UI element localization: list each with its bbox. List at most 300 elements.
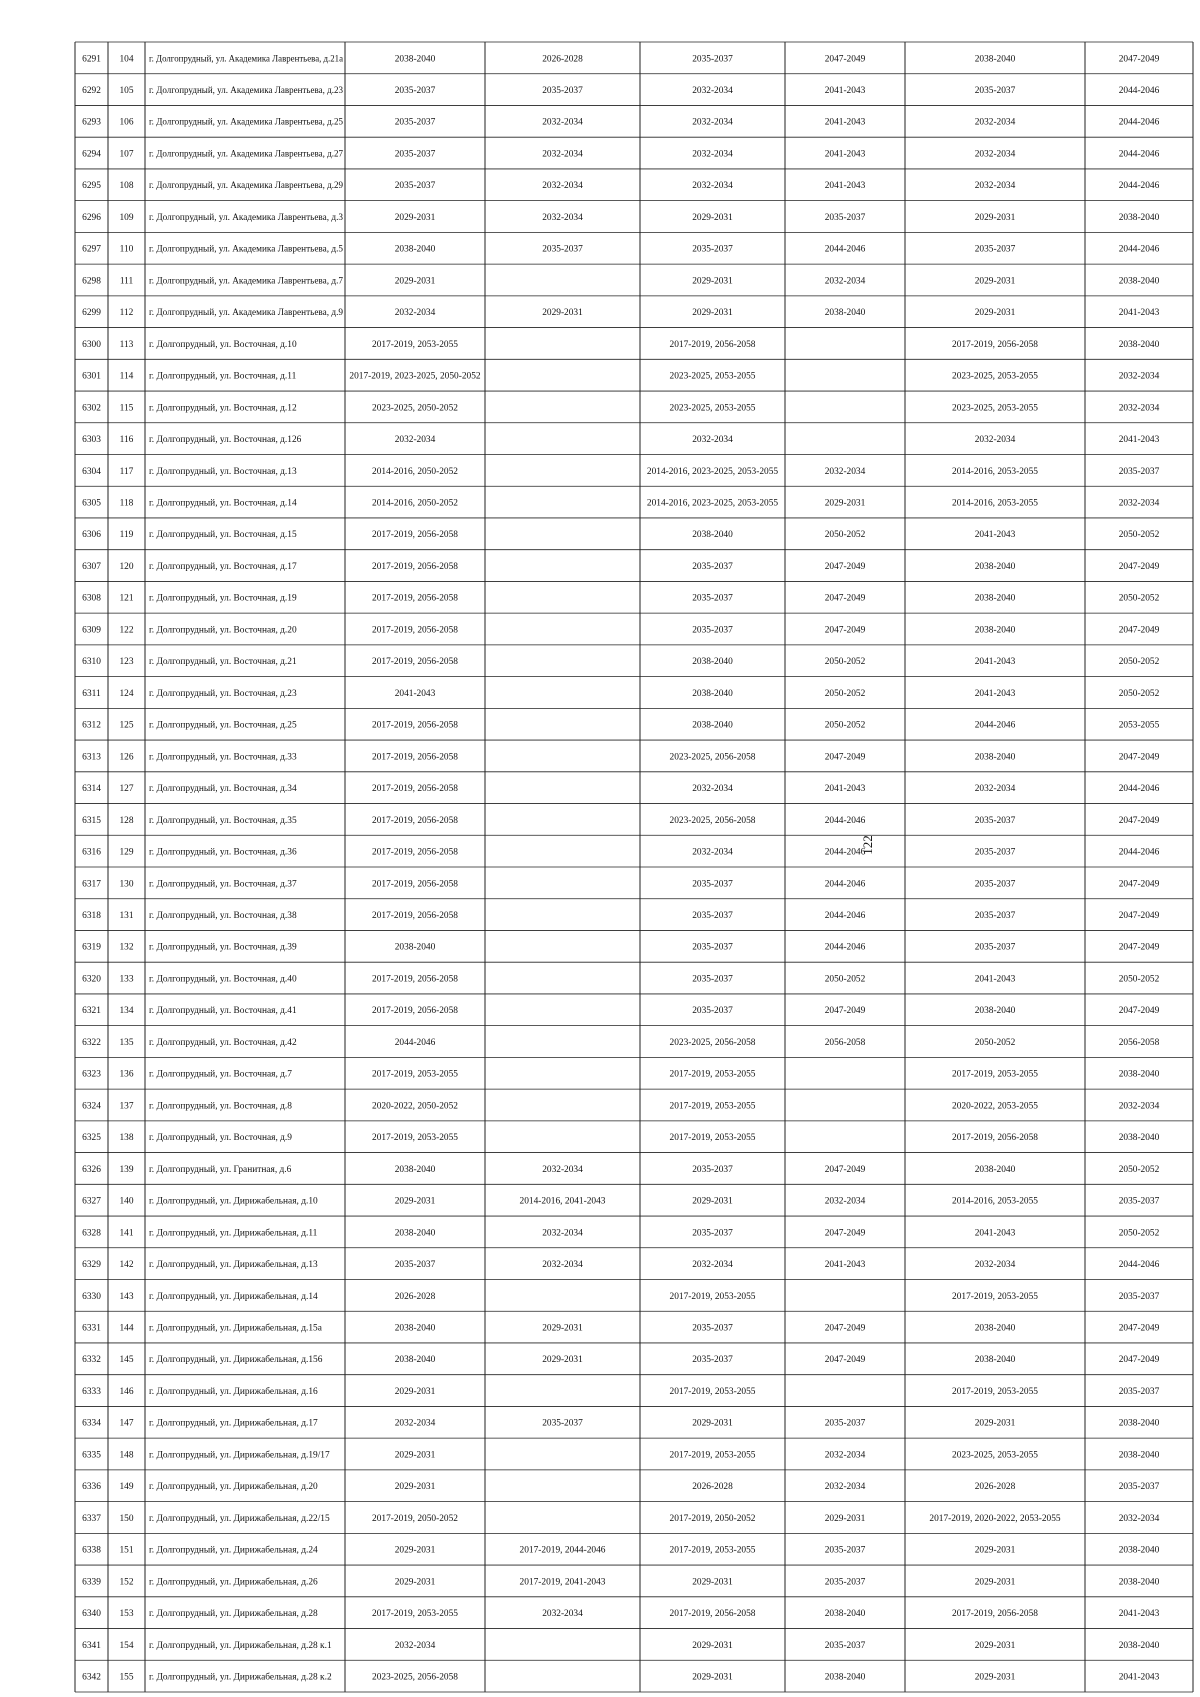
- cell-n: 122: [119, 625, 134, 636]
- cell-c3: 2029-2031: [692, 1577, 733, 1588]
- cell-c2: 2032-2034: [542, 1260, 583, 1270]
- cell-addr: г. Долгопрудный, ул. Академика Лаврентьева, д.21а: [149, 54, 355, 65]
- cell-addr: г. Долгопрудный, ул. Восточная, д.25: [149, 720, 297, 731]
- cell-c3: 2032-2034: [692, 847, 733, 858]
- cell-addr: г. Долгопрудный, ул. Восточная, д.12: [149, 403, 297, 414]
- cell-c4: 2035-2037: [824, 1545, 866, 1556]
- cell-c5: 2029-2031: [974, 308, 1016, 319]
- cell-c6: 2035-2037: [1118, 1482, 1160, 1493]
- cell-addr: г. Долгопрудный, ул. Восточная, д.39: [149, 942, 297, 953]
- cell-c6: 2044-2046: [1118, 86, 1160, 96]
- cell-c3: 2026-2028: [692, 1482, 733, 1493]
- cell-n: 142: [119, 1260, 134, 1270]
- cell-c6: 2050-2052: [1118, 688, 1160, 699]
- cell-c1: 2041-2043: [394, 688, 436, 699]
- cell-c4: 2047-2049: [824, 54, 866, 65]
- cell-c6: 2050-2052: [1118, 530, 1160, 541]
- cell-addr: г. Долгопрудный, ул. Академика Лаврентьева, д.29: [149, 181, 351, 192]
- cell-c1: 2017-2019, 2053-2055: [372, 1133, 458, 1144]
- cell-n: 104: [119, 54, 134, 65]
- cell-n: 135: [119, 1037, 134, 1048]
- cell-addr: г. Долгопрудный, ул. Дирижабельная, д.28 к.1: [149, 1640, 332, 1651]
- cell-n: 136: [119, 1069, 134, 1080]
- cell-c1: 2035-2037: [394, 117, 436, 128]
- cell-addr: г. Долгопрудный, ул. Восточная, д.42: [149, 1037, 297, 1048]
- cell-c4: 2032-2034: [824, 1450, 866, 1461]
- cell-c6: 2047-2049: [1118, 815, 1160, 826]
- cell-c6: 2056-2058: [1118, 1037, 1160, 1048]
- cell-c6: 2041-2043: [1118, 1672, 1160, 1683]
- cell-row: 6339: [82, 1577, 101, 1588]
- cell-c1: 2038-2040: [394, 1355, 436, 1366]
- cell-c6: 2038-2040: [1118, 1577, 1160, 1588]
- cell-addr: г. Долгопрудный, ул. Восточная, д.10: [149, 339, 297, 350]
- cell-c5: 2029-2031: [974, 1577, 1016, 1588]
- cell-c1: 2038-2040: [394, 1164, 436, 1175]
- cell-c1: 2017-2019, 2053-2055: [372, 1609, 458, 1620]
- cell-c3: 2029-2031: [692, 1640, 733, 1651]
- cell-c5: 2017-2019, 2053-2055: [952, 1069, 1038, 1080]
- cell-c5: 2044-2046: [974, 720, 1016, 731]
- cell-c4: 2038-2040: [824, 1609, 866, 1620]
- cell-row: 6338: [82, 1545, 101, 1556]
- cell-c4: 2032-2034: [824, 1482, 866, 1493]
- cell-row: 6318: [82, 911, 101, 921]
- cell-n: 139: [119, 1164, 134, 1175]
- cell-c1: 2029-2031: [394, 1450, 436, 1461]
- cell-c5: 2035-2037: [974, 815, 1016, 826]
- cell-addr: г. Долгопрудный, ул. Академика Лаврентьева, д.7: [149, 276, 346, 287]
- cell-addr: г. Долгопрудный, ул. Академика Лаврентьева, д.5: [149, 244, 346, 255]
- cell-c4: 2029-2031: [824, 1513, 866, 1524]
- cell-c4: 2041-2043: [824, 117, 866, 128]
- cell-addr: г. Долгопрудный, ул. Дирижабельная, д.14: [149, 1291, 318, 1302]
- cell-c6: 2038-2040: [1118, 1069, 1160, 1080]
- cell-c4: 2047-2049: [824, 1323, 866, 1334]
- cell-c6: 2047-2049: [1118, 54, 1160, 65]
- cell-addr: г. Долгопрудный, ул. Дирижабельная, д.28 к.2: [149, 1672, 332, 1683]
- cell-c2: 2035-2037: [542, 86, 583, 96]
- cell-addr: г. Долгопрудный, ул. Восточная, д.37: [149, 879, 297, 890]
- cell-c5: 2023-2025, 2053-2055: [952, 1450, 1038, 1461]
- cell-c4: 2035-2037: [824, 1418, 866, 1429]
- cell-c5: 2029-2031: [974, 276, 1016, 287]
- cell-c1: 2038-2040: [394, 1323, 436, 1334]
- cell-n: 112: [119, 308, 134, 319]
- cell-row: 6342: [82, 1672, 101, 1683]
- cell-addr: г. Долгопрудный, ул. Восточная, д.41: [149, 1006, 297, 1017]
- cell-c5: 2017-2019, 2056-2058: [952, 1609, 1038, 1620]
- cell-c5: 2023-2025, 2053-2055: [952, 403, 1038, 414]
- cell-c4: 2044-2046: [824, 879, 866, 890]
- cell-c5: 2041-2043: [974, 974, 1016, 985]
- table-grid: [75, 42, 1193, 1692]
- cell-c3: 2032-2034: [692, 149, 733, 160]
- cell-c4: 2050-2052: [824, 688, 866, 699]
- cell-c5: 2038-2040: [974, 593, 1016, 604]
- cell-n: 125: [119, 720, 134, 731]
- cell-c4: 2044-2046: [824, 244, 866, 255]
- cell-row: 6291: [82, 54, 101, 65]
- cell-addr: г. Долгопрудный, ул. Восточная, д.20: [149, 625, 297, 636]
- cell-row: 6294: [82, 149, 101, 160]
- cell-addr: г. Долгопрудный, ул. Восточная, д.23: [149, 688, 297, 699]
- cell-n: 133: [119, 974, 134, 985]
- cell-c4: 2041-2043: [824, 149, 866, 160]
- cell-c2: 2032-2034: [542, 1164, 583, 1175]
- cell-c4: 2035-2037: [824, 1640, 866, 1651]
- cell-row: 6327: [82, 1196, 101, 1207]
- cell-c5: 2026-2028: [974, 1482, 1016, 1493]
- cell-addr: г. Долгопрудный, ул. Восточная, д.19: [149, 593, 297, 604]
- cell-addr: г. Долгопрудный, ул. Дирижабельная, д.16: [149, 1387, 318, 1397]
- cell-row: 6296: [82, 212, 101, 223]
- cell-c3: 2029-2031: [692, 212, 733, 223]
- cell-c3: 2017-2019, 2053-2055: [669, 1545, 756, 1556]
- cell-c1: 2029-2031: [394, 1482, 436, 1493]
- cell-addr: г. Долгопрудный, ул. Восточная, д.13: [149, 466, 297, 477]
- cell-c1: 2017-2019, 2053-2055: [372, 1069, 458, 1080]
- cell-c4: 2044-2046: [824, 911, 866, 921]
- cell-c4: 2047-2049: [824, 562, 866, 572]
- cell-c3: 2029-2031: [692, 1418, 733, 1429]
- cell-c6: 2032-2034: [1118, 498, 1160, 509]
- cell-c1: 2017-2019, 2053-2055: [372, 339, 458, 350]
- cell-c3: 2038-2040: [692, 657, 733, 668]
- cell-c3: 2017-2019, 2056-2058: [669, 339, 756, 350]
- cell-addr: г. Долгопрудный, ул. Академика Лаврентьева, д.9: [149, 308, 346, 319]
- cell-row: 6322: [82, 1037, 101, 1048]
- cell-c5: 2014-2016, 2053-2055: [952, 498, 1038, 509]
- cell-c4: 2056-2058: [824, 1037, 866, 1048]
- cell-row: 6337: [82, 1513, 101, 1524]
- cell-n: 155: [119, 1672, 134, 1683]
- cell-n: 140: [119, 1196, 134, 1207]
- cell-n: 130: [119, 879, 134, 890]
- cell-addr: г. Долгопрудный, ул. Восточная, д.17: [149, 562, 297, 572]
- cell-c5: 2038-2040: [974, 1355, 1016, 1366]
- cell-c6: 2044-2046: [1118, 117, 1160, 128]
- cell-c1: 2029-2031: [394, 1577, 436, 1588]
- cell-row: 6309: [82, 625, 101, 636]
- cell-c3: 2017-2019, 2053-2055: [669, 1291, 756, 1302]
- cell-row: 6325: [82, 1133, 101, 1144]
- cell-c1: 2017-2019, 2056-2058: [372, 847, 458, 858]
- cell-c1: 2017-2019, 2056-2058: [372, 593, 458, 604]
- cell-c1: 2017-2019, 2056-2058: [372, 752, 458, 763]
- cell-c3: 2023-2025, 2053-2055: [669, 403, 756, 414]
- cell-c2: 2032-2034: [542, 1609, 583, 1620]
- cell-c5: 2017-2019, 2056-2058: [952, 1133, 1038, 1144]
- cell-c3: 2014-2016, 2023-2025, 2053-2055: [646, 498, 779, 509]
- cell-n: 106: [119, 117, 134, 128]
- cell-c5: 2029-2031: [974, 1672, 1016, 1683]
- cell-c1: 2026-2028: [394, 1291, 436, 1302]
- cell-n: 128: [119, 815, 134, 826]
- cell-c6: 2050-2052: [1118, 657, 1160, 668]
- cell-row: 6297: [82, 244, 101, 255]
- cell-c5: 2017-2019, 2020-2022, 2053-2055: [929, 1513, 1061, 1524]
- cell-c5: 2035-2037: [974, 911, 1016, 921]
- cell-c1: 2017-2019, 2056-2058: [372, 720, 458, 731]
- cell-c3: 2023-2025, 2053-2055: [669, 371, 756, 382]
- cell-c3: 2014-2016, 2023-2025, 2053-2055: [646, 466, 779, 477]
- cell-n: 134: [119, 1006, 134, 1017]
- cell-addr: г. Долгопрудный, ул. Дирижабельная, д.20: [149, 1482, 318, 1493]
- cell-c4: 2047-2049: [824, 1006, 866, 1017]
- cell-c6: 2041-2043: [1118, 308, 1160, 319]
- cell-c1: 2029-2031: [394, 212, 436, 223]
- cell-c6: 2038-2040: [1118, 212, 1160, 223]
- cell-c5: 2035-2037: [974, 86, 1016, 96]
- cell-row: 6310: [82, 657, 101, 668]
- cell-c1: 2023-2025, 2050-2052: [372, 403, 458, 414]
- cell-c6: 2047-2049: [1118, 879, 1160, 890]
- cell-c2: 2035-2037: [542, 1418, 583, 1429]
- cell-n: 143: [119, 1291, 134, 1302]
- cell-c1: 2032-2034: [394, 1418, 436, 1429]
- cell-c5: 2038-2040: [974, 1164, 1016, 1175]
- cell-c3: 2035-2037: [692, 1164, 733, 1175]
- cell-c2: 2032-2034: [542, 117, 583, 128]
- cell-c4: 2050-2052: [824, 974, 866, 985]
- cell-c5: 2032-2034: [974, 117, 1016, 128]
- cell-row: 6326: [82, 1164, 101, 1175]
- cell-c6: 2035-2037: [1118, 1291, 1160, 1302]
- cell-row: 6329: [82, 1260, 101, 1270]
- cell-n: 146: [119, 1387, 134, 1397]
- cell-row: 6298: [82, 276, 101, 287]
- cell-c3: 2035-2037: [692, 562, 733, 572]
- cell-c6: 2038-2040: [1118, 1640, 1160, 1651]
- cell-c3: 2017-2019, 2053-2055: [669, 1450, 756, 1461]
- cell-row: 6307: [82, 562, 101, 572]
- cell-addr: г. Долгопрудный, ул. Восточная, д.33: [149, 752, 297, 763]
- cell-c6: 2038-2040: [1118, 276, 1160, 287]
- cell-addr: г. Долгопрудный, ул. Дирижабельная, д.156: [149, 1355, 323, 1366]
- cell-n: 127: [119, 784, 134, 795]
- cell-addr: г. Долгопрудный, ул. Восточная, д.36: [149, 847, 297, 858]
- cell-c3: 2035-2037: [692, 974, 733, 985]
- cell-row: 6306: [82, 530, 101, 541]
- cell-c3: 2038-2040: [692, 530, 733, 541]
- cell-c1: 2032-2034: [394, 435, 436, 445]
- cell-c5: 2041-2043: [974, 657, 1016, 668]
- cell-c4: 2029-2031: [824, 498, 866, 509]
- cell-c5: 2035-2037: [974, 847, 1016, 858]
- cell-c6: 2047-2049: [1118, 1006, 1160, 1017]
- cell-c6: 2047-2049: [1118, 942, 1160, 953]
- cell-c6: 2038-2040: [1118, 1418, 1160, 1429]
- cell-c4: 2041-2043: [824, 181, 866, 192]
- cell-c5: 2041-2043: [974, 530, 1016, 541]
- cell-addr: г. Долгопрудный, ул. Дирижабельная, д.22/15: [149, 1513, 330, 1524]
- cell-c6: 2050-2052: [1118, 593, 1160, 604]
- cell-c3: 2017-2019, 2056-2058: [669, 1609, 756, 1620]
- cell-n: 129: [119, 847, 134, 858]
- cell-c3: 2029-2031: [692, 1196, 733, 1207]
- cell-c1: 2035-2037: [394, 181, 436, 192]
- cell-c3: 2032-2034: [692, 1260, 733, 1270]
- cell-addr: г. Долгопрудный, ул. Дирижабельная, д.19/17: [149, 1450, 330, 1461]
- cell-row: 6311: [82, 688, 101, 699]
- cell-c6: 2050-2052: [1118, 974, 1160, 985]
- cell-row: 6304: [82, 466, 101, 477]
- cell-c1: 2017-2019, 2056-2058: [372, 974, 458, 985]
- cell-c3: 2023-2025, 2056-2058: [669, 752, 756, 763]
- cell-n: 151: [119, 1545, 134, 1556]
- cell-n: 149: [119, 1482, 134, 1493]
- cell-c6: 2038-2040: [1118, 1450, 1160, 1461]
- cell-row: 6305: [82, 498, 101, 509]
- cell-c6: 2047-2049: [1118, 1355, 1160, 1366]
- cell-c6: 2050-2052: [1118, 1228, 1160, 1239]
- cell-c5: 2032-2034: [974, 149, 1016, 160]
- cell-c4: 2047-2049: [824, 593, 866, 604]
- cell-c5: 2029-2031: [974, 1545, 1016, 1556]
- cell-c3: 2017-2019, 2053-2055: [669, 1133, 756, 1144]
- cell-n: 144: [119, 1323, 134, 1334]
- cell-n: 150: [119, 1513, 134, 1524]
- cell-c5: 2017-2019, 2053-2055: [952, 1387, 1038, 1397]
- cell-c3: 2017-2019, 2050-2052: [669, 1513, 756, 1524]
- cell-c5: 2023-2025, 2053-2055: [952, 371, 1038, 382]
- cell-c5: 2038-2040: [974, 54, 1016, 65]
- cell-row: 6335: [82, 1450, 101, 1461]
- cell-row: 6336: [82, 1482, 101, 1493]
- cell-c5: 2017-2019, 2053-2055: [952, 1291, 1038, 1302]
- cell-c1: 2017-2019, 2050-2052: [372, 1513, 458, 1524]
- cell-addr: г. Долгопрудный, ул. Восточная, д.35: [149, 815, 297, 826]
- cell-n: 126: [119, 752, 134, 763]
- cell-c3: 2029-2031: [692, 276, 733, 287]
- cell-n: 131: [119, 911, 134, 921]
- cell-c4: 2047-2049: [824, 1228, 866, 1239]
- cell-c1: 2014-2016, 2050-2052: [372, 466, 458, 477]
- cell-n: 109: [119, 212, 134, 223]
- cell-n: 116: [119, 435, 134, 445]
- cell-addr: г. Долгопрудный, ул. Восточная, д.126: [149, 435, 302, 445]
- cell-row: 6334: [82, 1418, 101, 1429]
- cell-c3: 2032-2034: [692, 86, 733, 96]
- cell-c3: 2035-2037: [692, 244, 733, 255]
- cell-c4: 2050-2052: [824, 720, 866, 731]
- cell-c1: 2017-2019, 2056-2058: [372, 784, 458, 795]
- cell-row: 6293: [82, 117, 101, 128]
- cell-c4: 2032-2034: [824, 276, 866, 287]
- cell-c4: 2035-2037: [824, 1577, 866, 1588]
- cell-c3: 2035-2037: [692, 54, 733, 65]
- cell-c5: 2035-2037: [974, 942, 1016, 953]
- cell-c3: 2035-2037: [692, 1228, 733, 1239]
- cell-row: 6323: [82, 1069, 101, 1080]
- cell-addr: г. Долгопрудный, ул. Академика Лаврентьева, д.3: [149, 212, 346, 223]
- cell-c4: 2032-2034: [824, 1196, 866, 1207]
- cell-row: 6341: [82, 1640, 101, 1651]
- cell-addr: г. Долгопрудный, ул. Дирижабельная, д.11: [149, 1228, 318, 1239]
- cell-addr: г. Долгопрудный, ул. Восточная, д.15: [149, 530, 297, 541]
- cell-c6: 2044-2046: [1118, 1260, 1160, 1270]
- cell-n: 108: [119, 181, 134, 192]
- cell-c4: 2047-2049: [824, 1355, 866, 1366]
- cell-c1: 2014-2016, 2050-2052: [372, 498, 458, 509]
- cell-addr: г. Долгопрудный, ул. Восточная, д.40: [149, 974, 297, 985]
- cell-c6: 2044-2046: [1118, 149, 1160, 160]
- cell-c3: 2035-2037: [692, 1006, 733, 1017]
- cell-c2: 2014-2016, 2041-2043: [519, 1196, 606, 1207]
- cell-c3: 2038-2040: [692, 720, 733, 731]
- cell-c2: 2029-2031: [542, 1355, 583, 1366]
- cell-c4: 2050-2052: [824, 657, 866, 668]
- cell-c6: 2035-2037: [1118, 466, 1160, 477]
- cell-c4: 2035-2037: [824, 212, 866, 223]
- cell-n: 107: [119, 149, 134, 160]
- cell-addr: г. Долгопрудный, ул. Восточная, д.14: [149, 498, 297, 509]
- cell-c1: 2017-2019, 2056-2058: [372, 815, 458, 826]
- cell-c4: 2044-2046: [824, 815, 866, 826]
- cell-c6: 2047-2049: [1118, 625, 1160, 636]
- cell-c1: 2029-2031: [394, 1196, 436, 1207]
- cell-c6: 2044-2046: [1118, 847, 1160, 858]
- cell-c6: 2044-2046: [1118, 181, 1160, 192]
- cell-c4: 2032-2034: [824, 466, 866, 477]
- cell-addr: г. Долгопрудный, ул. Академика Лаврентьева, д.23: [149, 86, 351, 96]
- cell-n: 117: [119, 466, 134, 477]
- cell-n: 118: [119, 498, 134, 509]
- cell-c6: 2035-2037: [1118, 1196, 1160, 1207]
- cell-c6: 2047-2049: [1118, 911, 1160, 921]
- cell-n: 132: [119, 942, 134, 953]
- cell-addr: г. Долгопрудный, ул. Восточная, д.7: [149, 1069, 292, 1080]
- cell-c3: 2017-2019, 2053-2055: [669, 1101, 756, 1112]
- cell-c5: 2038-2040: [974, 1006, 1016, 1017]
- cell-n: 138: [119, 1133, 134, 1144]
- cell-c1: 2020-2022, 2050-2052: [372, 1101, 458, 1112]
- cell-c1: 2017-2019, 2056-2058: [372, 1006, 458, 1017]
- cell-c1: 2017-2019, 2056-2058: [372, 879, 458, 890]
- cell-row: 6303: [82, 435, 101, 445]
- cell-addr: г. Долгопрудный, ул. Дирижабельная, д.24: [149, 1545, 318, 1556]
- cell-addr: г. Долгопрудный, ул. Восточная, д.11: [149, 371, 297, 382]
- cell-c1: 2035-2037: [394, 1260, 436, 1270]
- cell-c2: 2026-2028: [542, 54, 583, 65]
- cell-c3: 2035-2037: [692, 1355, 733, 1366]
- cell-c3: 2029-2031: [692, 1672, 733, 1683]
- cell-c4: 2047-2049: [824, 752, 866, 763]
- cell-n: 111: [119, 276, 134, 287]
- cell-row: 6295: [82, 181, 101, 192]
- cell-c5: 2032-2034: [974, 181, 1016, 192]
- cell-c3: 2038-2040: [692, 688, 733, 699]
- cell-c3: 2035-2037: [692, 911, 733, 921]
- cell-row: 6315: [82, 815, 101, 826]
- cell-c1: 2017-2019, 2056-2058: [372, 562, 458, 572]
- cell-c2: 2035-2037: [542, 244, 583, 255]
- cell-c3: 2035-2037: [692, 593, 733, 604]
- cell-c4: 2044-2046: [824, 847, 866, 858]
- cell-c2: 2032-2034: [542, 1228, 583, 1239]
- cell-addr: г. Долгопрудный, ул. Восточная, д.21: [149, 657, 297, 668]
- cell-c6: 2038-2040: [1118, 339, 1160, 350]
- cell-c1: 2029-2031: [394, 276, 436, 287]
- cell-n: 153: [119, 1609, 134, 1620]
- cell-c5: 2014-2016, 2053-2055: [952, 466, 1038, 477]
- cell-c2: 2032-2034: [542, 181, 583, 192]
- cell-n: 110: [119, 244, 134, 255]
- cell-addr: г. Долгопрудный, ул. Восточная, д.34: [149, 784, 297, 795]
- cell-c1: 2035-2037: [394, 86, 436, 96]
- cell-n: 154: [119, 1640, 134, 1651]
